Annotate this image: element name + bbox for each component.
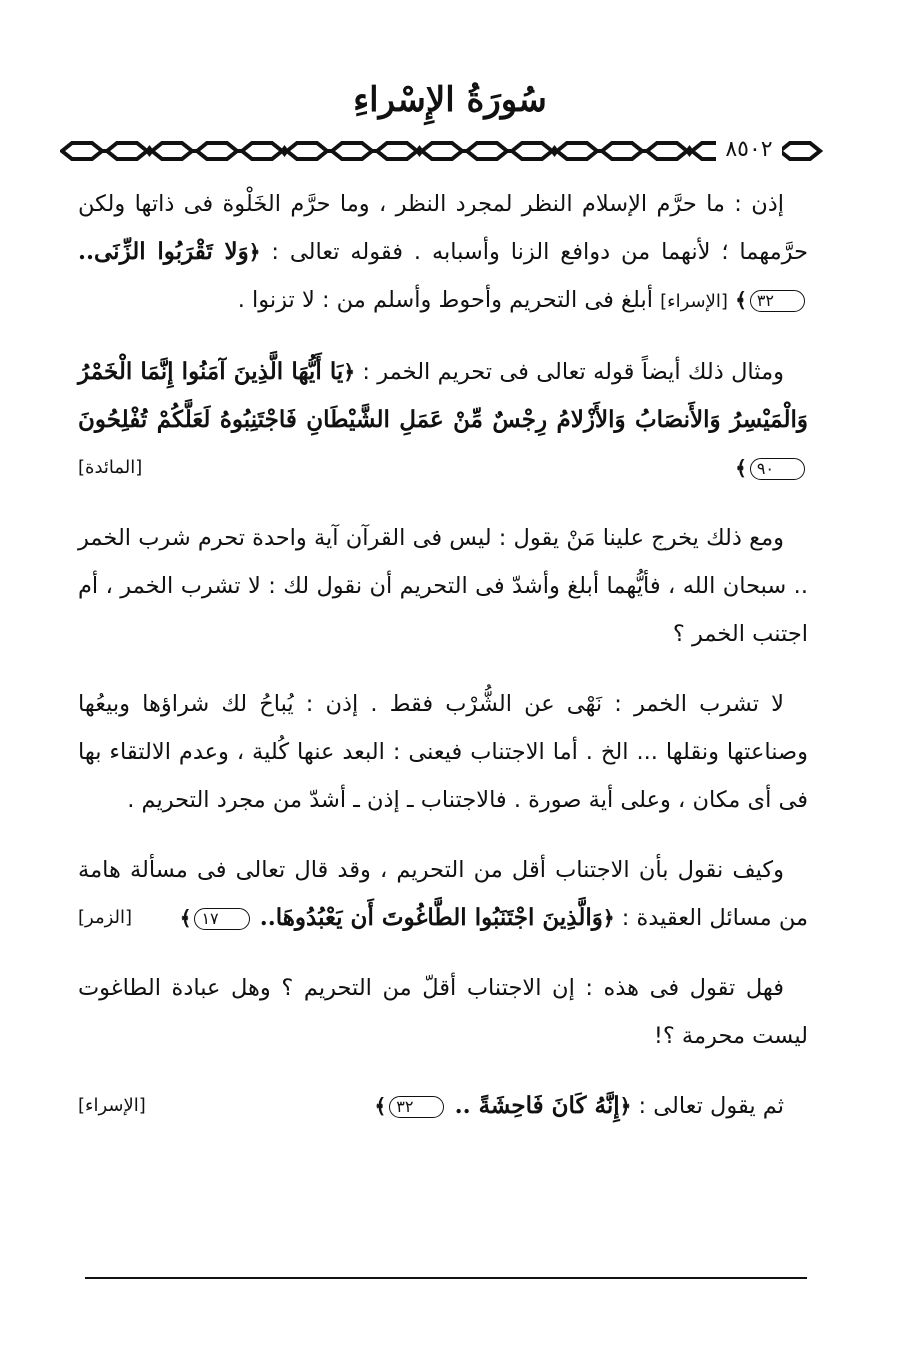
surah-reference: [المائدة] bbox=[78, 457, 143, 478]
paragraph-2 bbox=[78, 348, 808, 492]
verse-close-bracket: ﴾ bbox=[735, 456, 747, 480]
verse-close-bracket: ﴾ bbox=[179, 906, 192, 930]
verse-open-bracket: ﴿ bbox=[343, 360, 356, 384]
surah-reference: [الزمر] bbox=[78, 907, 133, 928]
verse-number: ٣٢ bbox=[389, 1096, 444, 1118]
verse-number: ٩٠ bbox=[750, 458, 805, 480]
surah-reference: [الإسراء] bbox=[660, 291, 728, 312]
quran-verse: وَلا تَقْرَبُوا الزِّنَى.. bbox=[78, 238, 249, 265]
verse-open-bracket: ﴿ bbox=[619, 1094, 632, 1118]
paragraph-text: وكيف نقول بأن الاجتناب أقل من التحريم ، وقد قال تعالى فى مسألة هامة من مسائل العقيدة : bbox=[78, 857, 808, 931]
verse-number: ٣٢ bbox=[750, 290, 805, 312]
footer-rule bbox=[85, 1277, 807, 1279]
verse-open-bracket: ﴿ bbox=[602, 906, 615, 930]
verse-open-bracket: ﴿ bbox=[248, 240, 261, 264]
quran-verse: يَا أَيُّهَا الَّذِينَ آمَنُوا إِنَّمَا الْخَمْرُ وَالْمَيْسِرُ وَالأَنصَابُ وَالأَزْلامُ رِجْسٌ مِّنْ عَمَلِ الشَّيْطَانِ فَاجْتَنِبُوهُ لَعَلَّكُمْ تُفْلِحُونَ bbox=[78, 358, 808, 433]
paragraph-4: لا تشرب الخمر : نَهْى عن الشُّرْب فقط . إذن : يُباحُ لك شراؤها وبيعُها وصناعتها ونقلها ... الخ . أما الاجتناب فيعنى : البعد عنها كُلية ، وعدم الالتقاء بها فى أى مكان ، وعلى أية صورة . فالاجتناب ـ إذن ـ أشدّ من مجرد التحريم . bbox=[78, 691, 808, 813]
paragraph-6: فهل تقول فى هذه : إن الاجتناب أقلّ من التحريم ؟ وهل عبادة الطاغوت ليست محرمة ؟! bbox=[78, 975, 808, 1049]
paragraph-1 bbox=[78, 180, 808, 326]
ornament-border bbox=[60, 138, 825, 164]
quran-verse: وَالَّذِينَ اجْتَنَبُوا الطَّاغُوتَ أَن يَعْبُدُوهَا.. bbox=[259, 904, 603, 931]
paragraph-text: أبلغ فى التحريم وأحوط وأسلم من : لا تزنوا . bbox=[237, 287, 653, 313]
paragraph-3: ومع ذلك يخرج علينا مَنْ يقول : ليس فى القرآن آية واحدة تحرم شرب الخمر .. سبحان الله ، فأيُّهما أبلغ وأشدّ فى التحريم أن نقول لك : لا تشرب الخمر ، أم اجتنب الخمر ؟ bbox=[78, 525, 808, 647]
page-number: ٨٥٠٢ bbox=[716, 136, 782, 164]
verse-number: ١٧ bbox=[194, 908, 249, 930]
paragraph-text: ثم يقول تعالى : bbox=[638, 1093, 784, 1119]
paragraph-5 bbox=[78, 846, 808, 942]
surah-reference: [الإسراء] bbox=[78, 1095, 146, 1116]
verse-close-bracket: ﴾ bbox=[735, 288, 747, 312]
page-body bbox=[78, 180, 808, 1130]
paragraph-7 bbox=[78, 1082, 808, 1130]
paragraph-text: ومثال ذلك أيضاً قوله تعالى فى تحريم الخمر : bbox=[362, 359, 784, 385]
page-header bbox=[0, 0, 900, 180]
verse-close-bracket: ﴾ bbox=[374, 1094, 387, 1118]
paragraph-text: إذن : ما حرَّم الإسلام النظر لمجرد النظر ، وما حرَّم الخَلْوة فى ذاتها ولكن حرَّمهما ؛ لأنهما من دوافع الزنا وأسبابه . فقوله تعالى : bbox=[78, 191, 808, 265]
surah-title: سُورَةُ الإِسْراءِ bbox=[353, 80, 547, 120]
quran-verse: إِنَّهُ كَانَ فَاحِشَةً .. bbox=[454, 1092, 620, 1119]
